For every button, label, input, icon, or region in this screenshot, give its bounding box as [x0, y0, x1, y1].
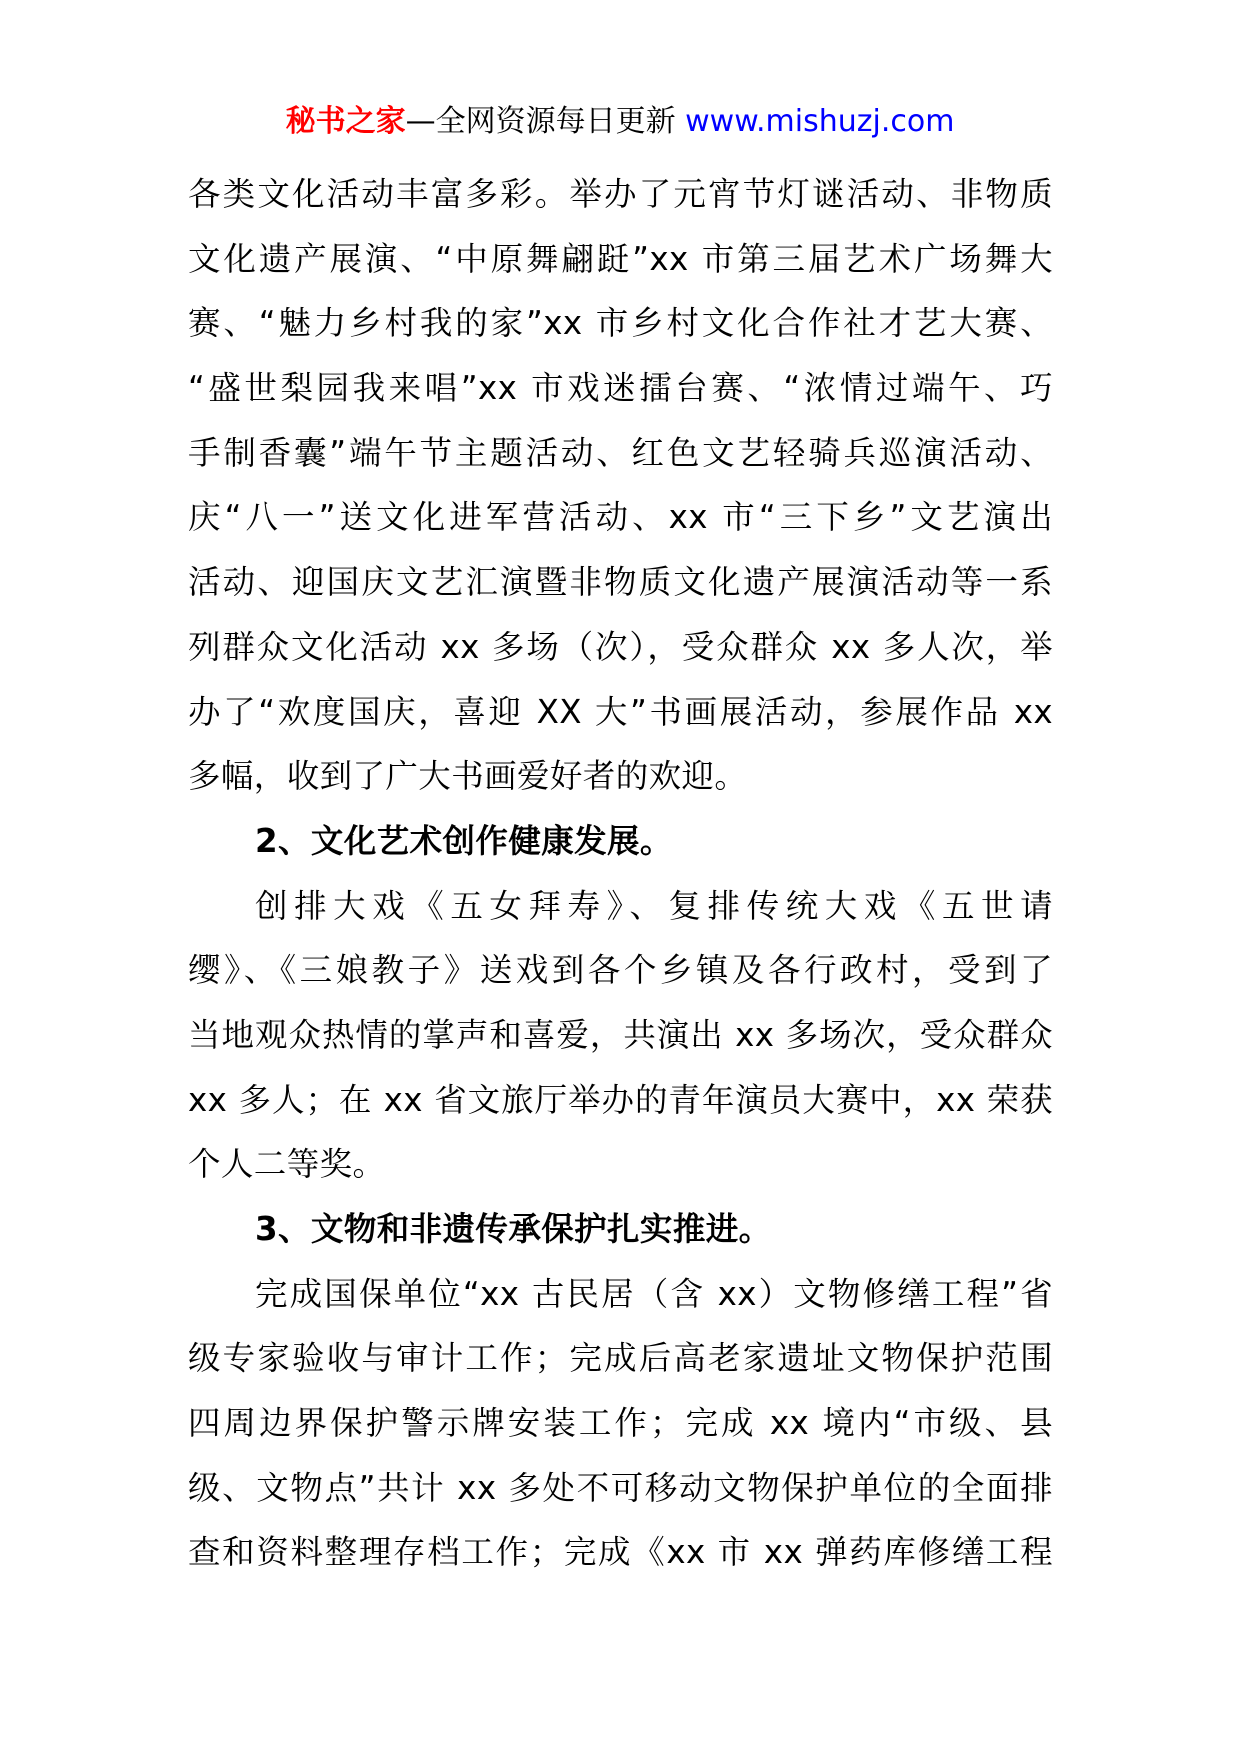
section-heading: 3、文物和非遗传承保护扎实推进。 [255, 1210, 772, 1248]
body-line: 缨》、《三娘教子》送戏到各个乡镇及各行政村，受到了 [188, 951, 1053, 990]
body-line: 庆“八一”送文化进军营活动、xx 市“三下乡”文艺演出 [188, 498, 1053, 537]
body-line: 当地观众热情的掌声和喜爱，共演出 xx 多场次，受众群众 [188, 1015, 1053, 1054]
body-line: 赛、“魅力乡村我的家”xx 市乡村文化合作社才艺大赛、 [188, 304, 1053, 343]
body-line: 创排大戏《五女拜寿》、复排传统大戏《五世请 [255, 886, 1053, 925]
section-heading: 2、文化艺术创作健康发展。 [255, 821, 673, 860]
site-url-link[interactable]: www.mishuzj.com [685, 104, 955, 139]
body-line: 完成国保单位“xx 古民居（含 xx）文物修缮工程”省 [255, 1274, 1053, 1313]
body-line: 多幅，收到了广大书画爱好者的欢迎。 [188, 757, 748, 796]
body-line: 文化遗产展演、“中原舞翩跹”xx 市第三届艺术广场舞大 [188, 239, 1053, 278]
page-header [0, 100, 1240, 144]
document-body [188, 162, 1053, 1585]
body-line: xx 多人；在 xx 省文旅厅举办的青年演员大赛中，xx 荣获 [188, 1080, 1053, 1119]
body-line: 级专家验收与审计工作；完成后高老家遗址文物保护范围 [188, 1339, 1053, 1378]
body-line: 个人二等奖。 [188, 1145, 386, 1184]
body-line: 活动、迎国庆文艺汇演暨非物质文化遗产展演活动等一系 [188, 563, 1053, 602]
body-line: 查和资料整理存档工作；完成《xx 市 xx 弹药库修缮工程 [188, 1533, 1053, 1572]
body-line: 各类文化活动丰富多彩。举办了元宵节灯谜活动、非物质 [188, 175, 1053, 213]
header-tagline: —全网资源每日更新 [405, 104, 686, 139]
body-line: 办了“欢度国庆，喜迎 XX 大”书画展活动，参展作品 xx [188, 692, 1053, 731]
body-line: 级、文物点”共计 xx 多处不可移动文物保护单位的全面排 [188, 1468, 1053, 1507]
body-line: 四周边界保护警示牌安装工作；完成 xx 境内“市级、县 [188, 1404, 1053, 1443]
body-line: “盛世梨园我来唱”xx 市戏迷擂台赛、“浓情过端午、巧 [188, 369, 1053, 408]
body-line: 列群众文化活动 xx 多场（次），受众群众 xx 多人次，举 [188, 627, 1053, 666]
body-line: 手制香囊”端午节主题活动、红色文艺轻骑兵巡演活动、 [188, 433, 1053, 472]
brand-name: 秘书之家 [285, 104, 406, 139]
